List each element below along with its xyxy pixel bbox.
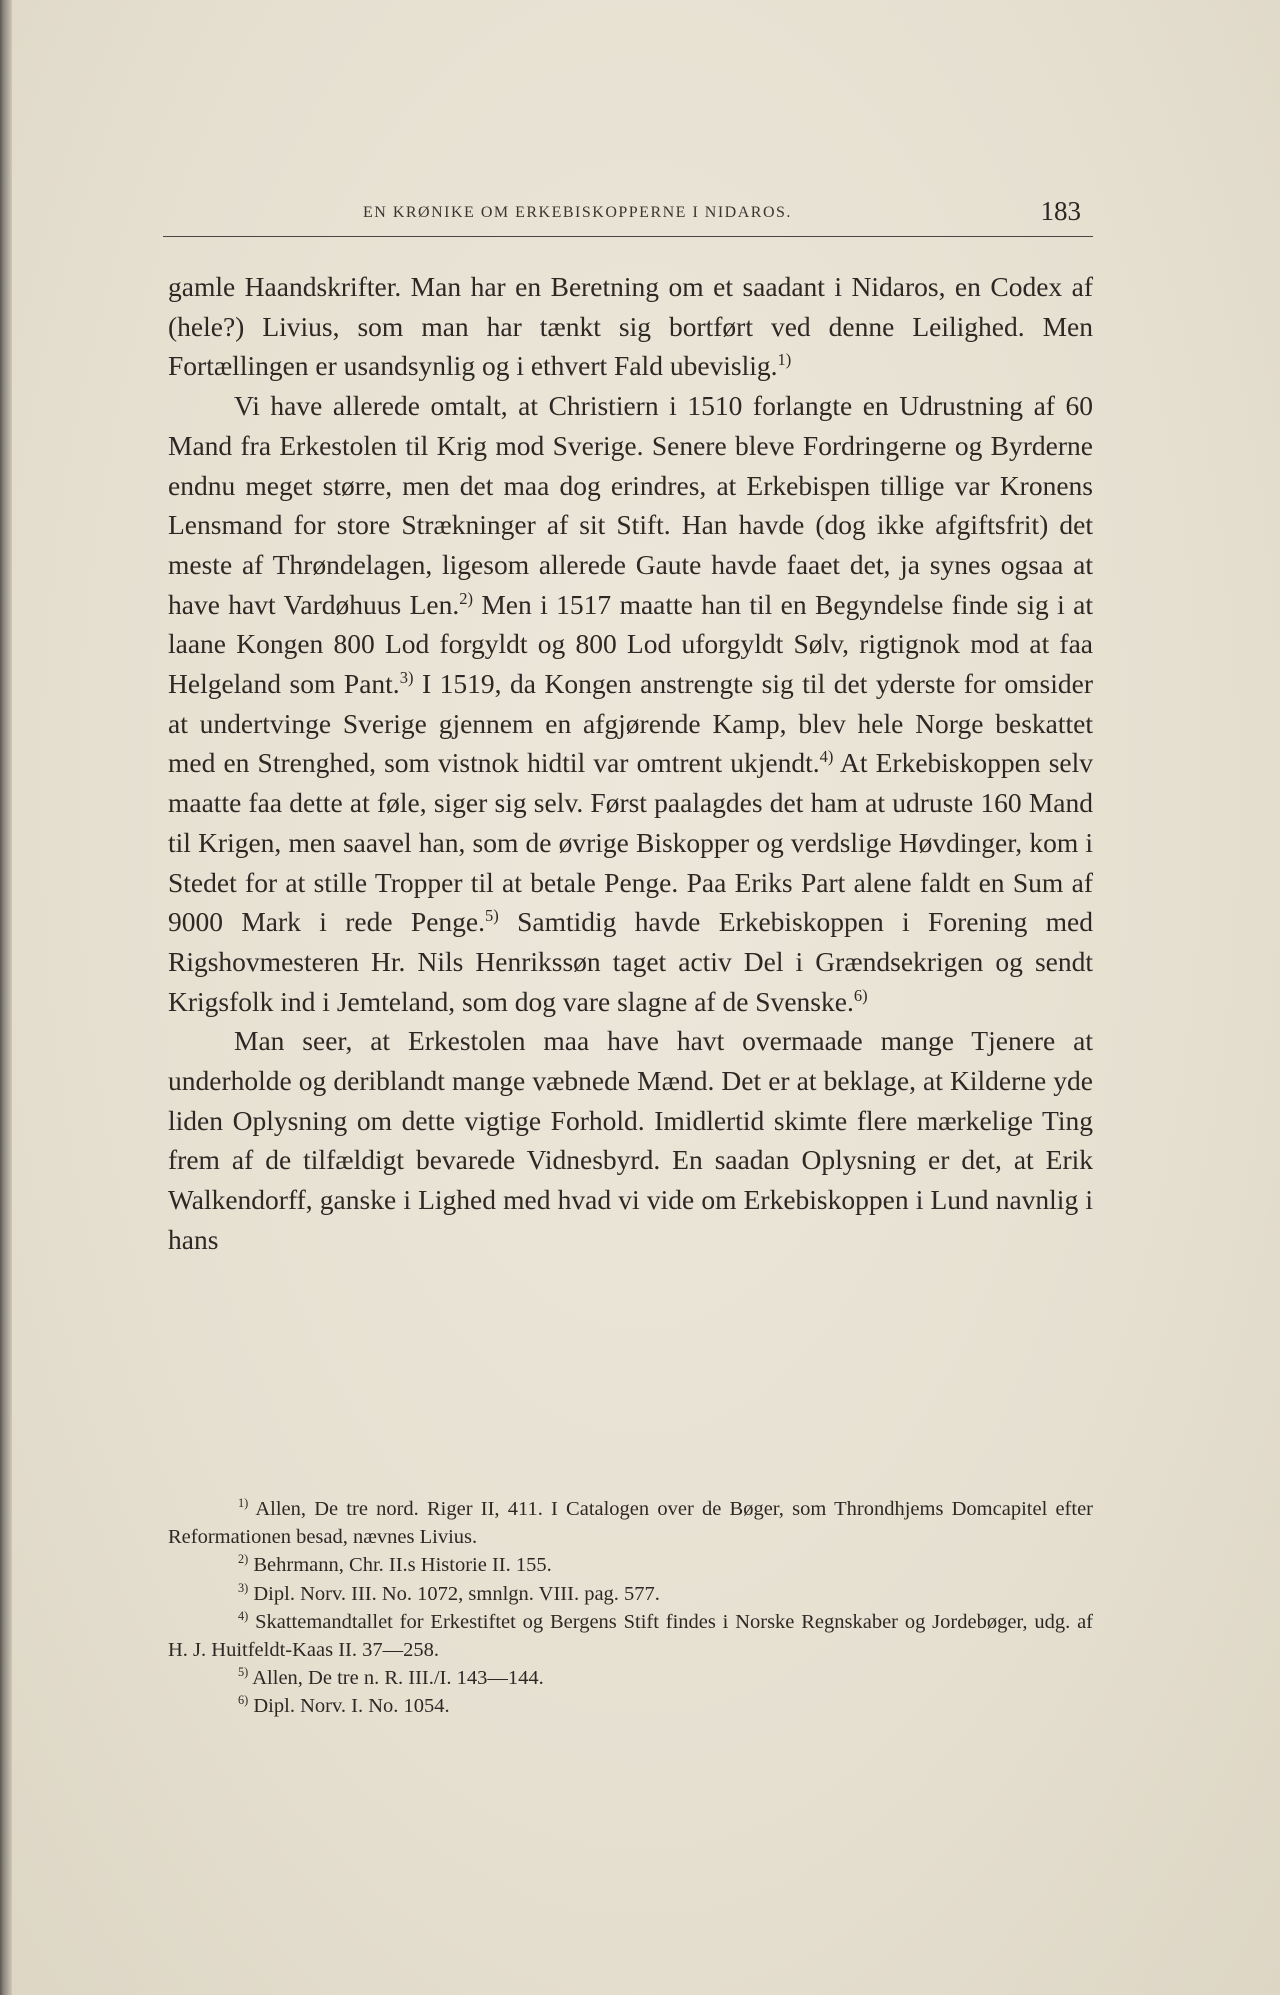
footnote-mark-5: 5) [238, 1665, 249, 1680]
running-title: EN KRØNIKE OM ERKEBISKOPPERNE I NIDAROS. [363, 204, 792, 221]
footnote-mark-1: 1) [238, 1496, 249, 1511]
footnote-ref-3: 3) [399, 667, 414, 687]
footnote-5 [168, 1664, 1093, 1692]
paragraph-2-text-2: Men i 1517 maatte han til en Begyndelse finde sig i at laane Kongen 800 Lod forgyldt og 800 Lod uforgyldt Sølv, rigtignok mod at faa Helgeland som Pant. [168, 588, 1093, 700]
footnote-mark-4: 4) [238, 1608, 249, 1623]
footnote-ref-1: 1) [777, 350, 792, 370]
footnote-1 [168, 1495, 1093, 1551]
page-number: 183 [1040, 196, 1081, 226]
footnote-text-6: Dipl. Norv. I. No. 1054. [253, 1695, 450, 1718]
footnote-mark-3: 3) [238, 1580, 249, 1595]
footnote-text-5: Allen, De tre n. R. III./I. 143—144. [252, 1667, 544, 1690]
footnote-text-2: Behrmann, Chr. II.s Historie II. 155. [253, 1554, 552, 1577]
footnote-4 [168, 1608, 1093, 1664]
paragraph-3-text: Man seer, at Erkestolen maa have havt overmaade mange Tjenere at underholde og deriblandt mange væbnede Mænd. Det er at beklage, at Kilderne yde liden Oplysning om dette vigtige Forhold. Imidlertid skimte flere mærkelige Ting frem af de tilfældigt bevarede Vidnesbyrd. En saadan Oplysning er det, at Erik Walkendorff, ganske i Lighed med hvad vi vide om Erkebiskoppen i Lund navnlig i hans [168, 1025, 1093, 1255]
footnote-mark-2: 2) [238, 1552, 249, 1567]
footnote-text-1: Allen, De tre nord. Riger II, 411. I Catalogen over de Bøger, som Throndhjems Domcapitel efter Reformationen besad, nævnes Livius. [168, 1498, 1094, 1549]
footnote-6 [168, 1692, 1093, 1720]
paragraph-2-text-1: Vi have allerede omtalt, at Christiern i 1510 forlangte en Udrustning af 60 Mand fra Erkestolen til Krig mod Sverige. Senere bleve Fordringerne og Byrderne endnu meget større, men det maa dog erindres, at Erkebispen tillige var Kronens Lensmand for store Strækninger af sit Stift. Han havde (dog ikke afgiftsfrit) det meste af Thrøndelagen, ligesom allerede Gaute havde faaet det, ja synes ogsaa at have havt Vardøhuus Len. [168, 390, 1093, 620]
paragraph-3 [168, 1021, 1093, 1259]
page-edge-shadow [0, 0, 12, 1995]
footnote-text-4: Skattemandtallet for Erkestiftet og Bergens Stift findes i Norske Regnskaber og Jordebøger, udg. af H. J. Huitfeldt-Kaas II. 37—258. [168, 1610, 1094, 1662]
paragraph-1-text: gamle Haandskrifter. Man har en Beretning om et saadant i Nidaros, en Codex af (hele?) Livius, som man har tænkt sig bortført ved denne Leilighed. Men Fortællingen er usandsynlig og i ethvert Fald ubevislig. [168, 271, 1093, 382]
paragraph-2-text-4: At Erkebiskoppen selv maatte faa dette at føle, siger sig selv. Først paalagdes det ham at udruste 160 Mand til Krigen, men saavel han, som de øvrige Biskopper og verdslige Høvdinger, kom i Stedet for at stille Tropper til at betale Penge. Paa Eriks Part alene faldt en Sum af 9000 Mark i rede Penge. [168, 747, 1094, 938]
footnote-ref-5: 5) [484, 906, 499, 926]
footnote-ref-4: 4) [819, 747, 834, 767]
running-head [163, 196, 1093, 237]
footnote-mark-6: 6) [238, 1693, 249, 1708]
footnote-2 [168, 1551, 1093, 1579]
footnote-ref-6: 6) [853, 985, 868, 1005]
footnote-ref-2: 2) [459, 588, 473, 608]
paragraph-1 [168, 267, 1093, 386]
footnote-text-3: Dipl. Norv. III. No. 1072, smnlgn. VIII. pag. 577. [253, 1582, 660, 1605]
footnote-3 [168, 1580, 1093, 1608]
paragraph-2-text-5: Samtidig havde Erkebiskoppen i Forening med Rigshovmesteren Hr. Nils Henrikssøn taget activ Del i Grændsekrigen og sendt Krigsfolk ind i Jemteland, som dog vare slagne af de Svenske. [168, 906, 1094, 1017]
body-text [168, 267, 1093, 1260]
paragraph-2 [168, 386, 1093, 1021]
footnotes [168, 1495, 1093, 1721]
paragraph-2-text-3: I 1519, da Kongen anstrengte sig til det yderste for omsider at undertvinge Sverige gjennem en afgjørende Kamp, blev hele Norge beskattet med en Strenghed, som vistnok hidtil var omtrent ukjendt. [168, 668, 1093, 779]
